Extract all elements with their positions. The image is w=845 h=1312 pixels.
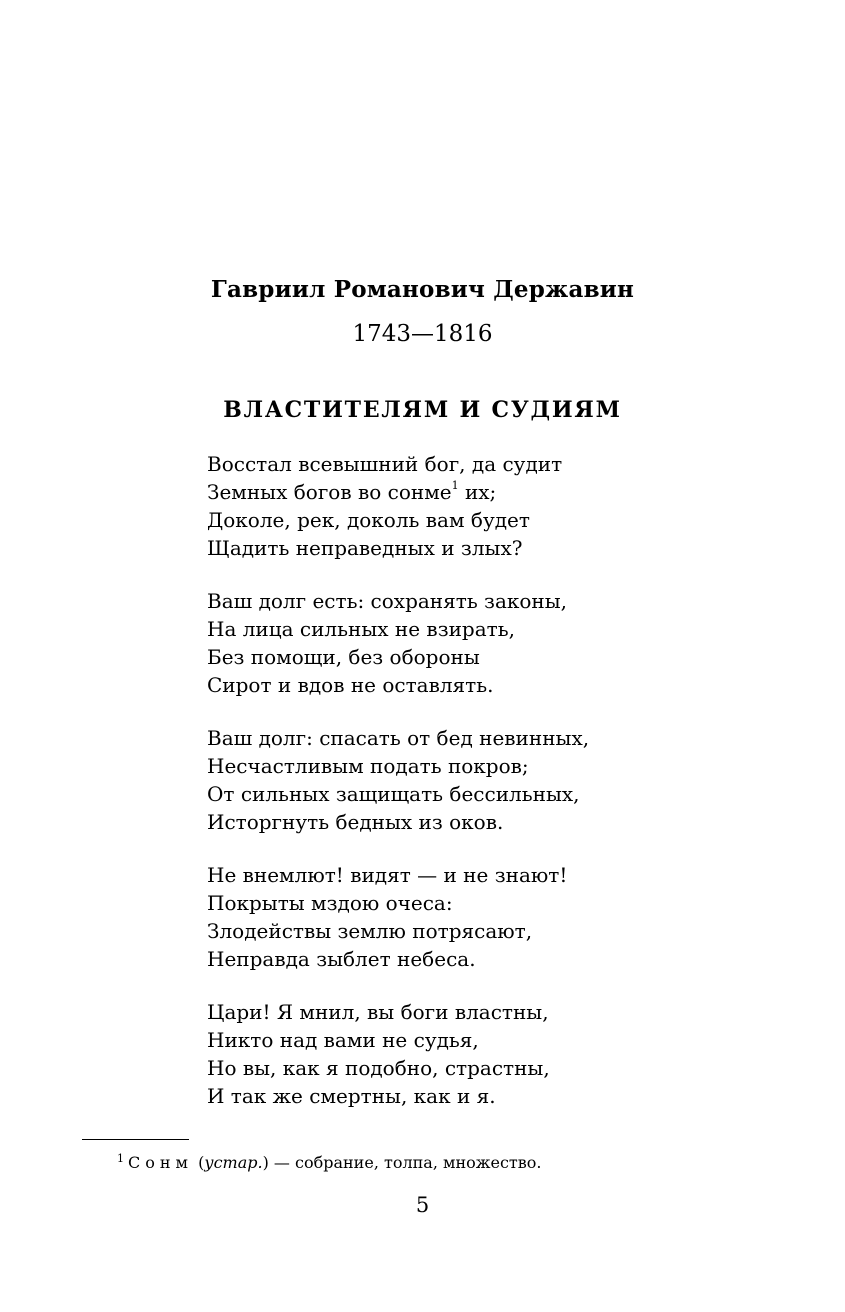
footnote: $^1$ Сонм (устар.) — собрание, толпа, множество.: [117, 1151, 542, 1172]
author-years: 1743—1816: [352, 321, 493, 347]
poem-line: Щадить неправедных и злых?: [207, 536, 523, 560]
poem-line: Без помощи, без обороны: [207, 645, 480, 669]
footnote-reference[interactable]: 1: [451, 479, 459, 493]
poem-line: Сирот и вдов не оставлять.: [207, 673, 494, 697]
poem-line: Исторгнуть бедных из оков.: [207, 810, 504, 834]
poem-line: И так же смертны, как и я.: [207, 1084, 496, 1108]
poem-title: ВЛАСТИТЕЛЯМ И СУДИЯМ: [223, 397, 622, 423]
poem-line: Не внемлют! видят — и не знают!: [207, 863, 568, 887]
poem-line: Злодействы землю потрясают,: [207, 919, 533, 943]
page-number: 5: [415, 1193, 430, 1217]
poem-line: Никто над вами не судья,: [207, 1028, 479, 1052]
poem-line: Цари! Я мнил, вы боги властны,: [207, 1000, 549, 1024]
poem-line: Доколе, рек, доколь вам будет: [207, 508, 530, 532]
poem-line: На лица сильных не взирать,: [207, 617, 515, 641]
stanza-1: [207, 450, 589, 562]
poem-line: Но вы, как я подобно, страстны,: [207, 1056, 550, 1080]
poem-line-text: Земных богов во сонме: [207, 480, 452, 504]
poem-line-text: их;: [458, 480, 497, 504]
poem-line: Несчастливым подать покров;: [207, 754, 529, 778]
stanza-5: [207, 998, 589, 1110]
stanza-3: [207, 724, 589, 836]
stanza-4: [207, 861, 589, 973]
poem-line: [207, 478, 589, 506]
footnote-divider: [82, 1139, 189, 1140]
poem-line: Ваш долг: спасать от бед невинных,: [207, 726, 590, 750]
footnote-definition: — собрание, толпа, множество.: [273, 1153, 542, 1172]
footnote-mark: 1: [117, 1151, 124, 1165]
poem-line: Неправда зыблет небеса.: [207, 947, 476, 971]
poem-line: Восстал всевышний бог, да судит: [207, 452, 563, 476]
author-name: Гавриил Романович Державин: [210, 276, 635, 303]
footnote-term: Сонм: [128, 1153, 193, 1172]
poem-line: Покрыты мздою очеса:: [207, 891, 453, 915]
poem-body: [207, 450, 589, 1135]
poem-line: От сильных защищать бессильных,: [207, 782, 580, 806]
stanza-2: [207, 587, 589, 699]
footnote-usage-note: устар.: [204, 1153, 263, 1172]
poem-line: Ваш долг есть: сохранять законы,: [207, 589, 568, 613]
